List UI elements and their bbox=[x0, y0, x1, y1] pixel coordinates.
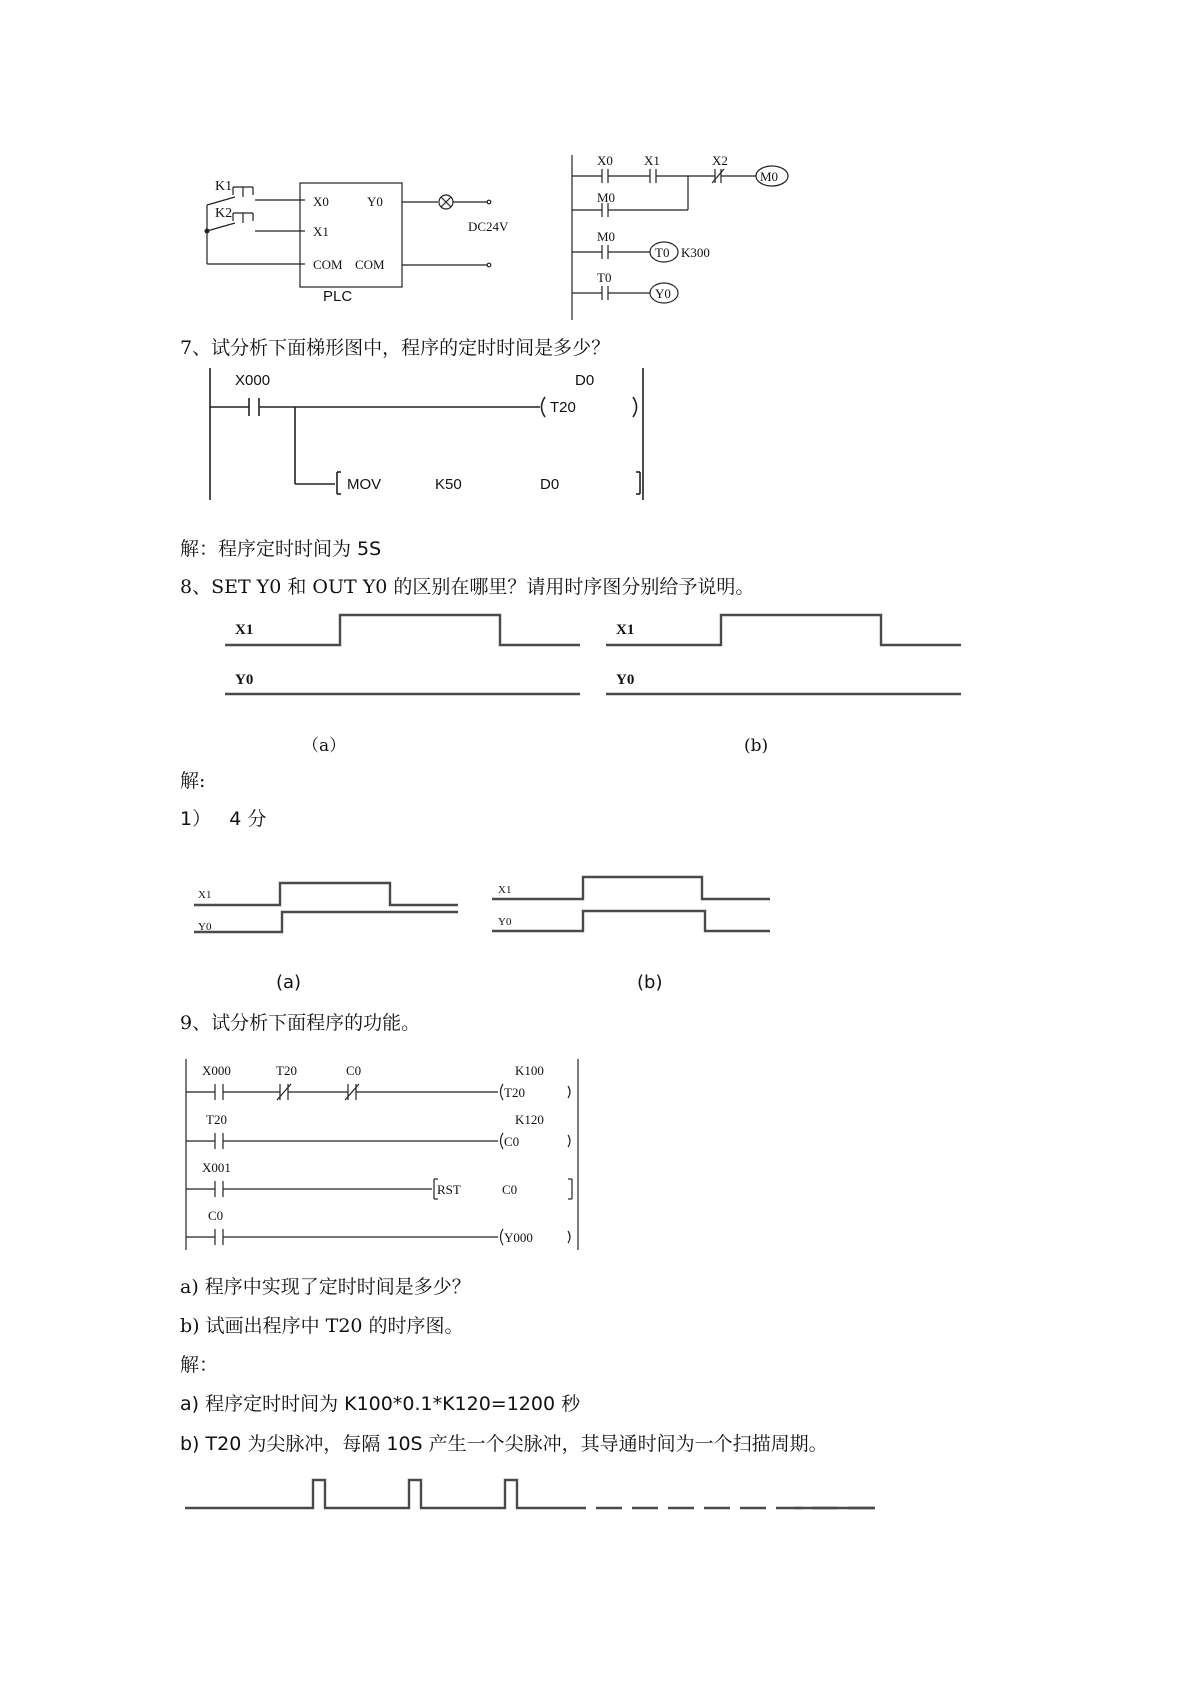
q9-r2-coil: C0 bbox=[504, 1134, 520, 1149]
contact-x2: X2 bbox=[712, 153, 728, 168]
q8ans-b-y0: Y0 bbox=[498, 916, 512, 928]
plc-wiring-diagram bbox=[195, 175, 525, 310]
q8-answer-timing-b bbox=[490, 875, 780, 945]
q7-ladder-diagram bbox=[195, 360, 655, 500]
q7-answer: 解：程序定时时间为 5S bbox=[180, 538, 382, 560]
q9-answer-label: 解： bbox=[180, 1354, 219, 1376]
contact-x1: X1 bbox=[644, 153, 660, 168]
coil-t0: T0 bbox=[655, 245, 670, 260]
q8-answer-timing-a bbox=[190, 880, 470, 945]
q9-r4-c0: C0 bbox=[208, 1208, 224, 1223]
dc24v-label: DC24V bbox=[468, 219, 509, 234]
q9-r2-t20: T20 bbox=[206, 1112, 227, 1127]
q9-sub-b: b) 试画出程序中 T20 的时序图。 bbox=[180, 1315, 464, 1337]
q7-mov: MOV bbox=[347, 476, 382, 493]
q9-r1-k100: K100 bbox=[515, 1063, 544, 1078]
q8-answer-caption-b: (b) bbox=[637, 972, 663, 993]
q8-point: 1） 4 分 bbox=[180, 808, 267, 830]
q9-answer-b: b) T20 为尖脉冲，每隔 10S 产生一个尖脉冲，其导通时间为一个扫描周期。 bbox=[180, 1433, 828, 1455]
q9-answer-a: a) 程序定时时间为 K100*0.1*K120=1200 秒 bbox=[180, 1393, 581, 1415]
q9-sub-a: a) 程序中实现了定时时间是多少？ bbox=[180, 1276, 471, 1298]
q8ans-b-x1: X1 bbox=[498, 884, 512, 896]
q9-ladder-diagram bbox=[180, 1055, 600, 1255]
t20-pulse-timing bbox=[185, 1470, 885, 1515]
q9-r2-k120: K120 bbox=[515, 1112, 544, 1127]
q9-question: 9、试分析下面程序的功能。 bbox=[180, 1012, 421, 1034]
q8-timing-a bbox=[225, 610, 595, 710]
contact-m0: M0 bbox=[597, 229, 616, 244]
q7-t20-coil: T20 bbox=[550, 399, 576, 416]
q8a-x1-label: X1 bbox=[235, 622, 254, 638]
k2-label: K2 bbox=[215, 206, 233, 221]
contact-t0: T0 bbox=[597, 270, 612, 285]
q8-answer-label: 解: bbox=[180, 770, 206, 792]
k1-label: K1 bbox=[215, 179, 233, 194]
plc-y0-terminal: Y0 bbox=[367, 194, 383, 209]
q7-k50: K50 bbox=[435, 476, 462, 493]
q9-r3-rst: RST bbox=[437, 1182, 461, 1197]
plc-label: PLC bbox=[323, 288, 353, 305]
contact-m0-latch: M0 bbox=[597, 190, 616, 205]
q8a-y0-label: Y0 bbox=[235, 672, 254, 688]
q8b-y0-label: Y0 bbox=[616, 672, 635, 688]
q9-r3-c0: C0 bbox=[502, 1182, 518, 1197]
q9-r4-coil: Y000 bbox=[504, 1230, 533, 1245]
q7-question: 7、试分析下面梯形图中，程序的定时时间是多少？ bbox=[180, 337, 611, 359]
q8-timing-b bbox=[606, 610, 976, 710]
plc-com-left: COM bbox=[313, 257, 343, 272]
q9-r1-coil: T20 bbox=[504, 1085, 525, 1100]
q9-r1-t20: T20 bbox=[276, 1063, 297, 1078]
q8-caption-a: （a） bbox=[302, 736, 347, 756]
q8-question: 8、SET Y0 和 OUT Y0 的区别在哪里？请用时序图分别给予说明。 bbox=[180, 576, 755, 598]
q8ans-a-x1: X1 bbox=[198, 889, 212, 901]
q8-answer-caption-a: (a) bbox=[276, 972, 302, 993]
plc-com-right: COM bbox=[355, 257, 385, 272]
q9-r3-x001: X001 bbox=[202, 1160, 231, 1175]
coil-m0: M0 bbox=[760, 169, 779, 184]
q7-d0: D0 bbox=[540, 476, 560, 493]
q9-r1-x000: X000 bbox=[202, 1063, 231, 1078]
q7-d0-preset: D0 bbox=[575, 372, 595, 389]
coil-y0: Y0 bbox=[655, 286, 671, 301]
q8b-x1-label: X1 bbox=[616, 622, 635, 638]
q8ans-a-y0: Y0 bbox=[198, 921, 212, 933]
preset-k300: K300 bbox=[681, 245, 710, 260]
plc-x0-terminal: X0 bbox=[313, 194, 329, 209]
contact-x0: X0 bbox=[597, 153, 613, 168]
q9-r1-c0: C0 bbox=[346, 1063, 362, 1078]
ladder-diagram-m0 bbox=[560, 150, 800, 325]
q7-x000: X000 bbox=[235, 372, 271, 389]
plc-x1-terminal: X1 bbox=[313, 224, 329, 239]
q8-caption-b: (b) bbox=[744, 736, 769, 756]
